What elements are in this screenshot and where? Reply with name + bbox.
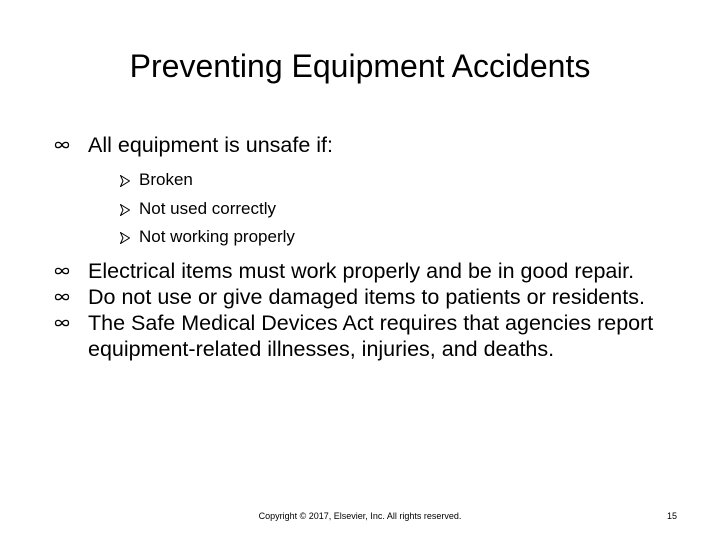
bullet-item <box>54 132 674 158</box>
bullet-item <box>54 258 674 284</box>
infinity-bullet-icon <box>54 140 70 150</box>
arrowhead-bullet-icon <box>120 204 130 216</box>
infinity-bullet-icon <box>54 292 70 302</box>
infinity-bullet-icon <box>54 318 70 328</box>
bullet-text: The Safe Medical Devices Act requires that agencies report equipment-related illnesses, injuries, and deaths. <box>88 310 654 361</box>
sub-bullet-text: Not working properly <box>139 227 295 246</box>
page-number: 15 <box>666 511 677 521</box>
sub-bullet-item <box>120 223 674 252</box>
infinity-bullet-icon <box>54 266 70 276</box>
arrowhead-bullet-icon <box>120 232 130 244</box>
sub-bullet-text: Not used correctly <box>139 198 276 218</box>
footer-copyright: Copyright © 2017, Elsevier, Inc. All rights reserved. <box>258 511 462 521</box>
arrowhead-bullet-icon <box>120 175 130 187</box>
bullet-list <box>54 132 674 362</box>
sub-bullet-item <box>120 166 674 195</box>
slide-title: Preventing Equipment Accidents <box>129 48 591 84</box>
sub-bullet-text: Broken <box>139 170 193 189</box>
sub-bullet-item <box>120 195 674 224</box>
bullet-item <box>54 284 674 310</box>
bullet-text: Electrical items must work properly and be in good repair. <box>88 258 635 283</box>
sub-bullet-list <box>54 166 674 252</box>
bullet-text: Do not use or give damaged items to patients or residents. <box>88 284 645 309</box>
bullet-text: All equipment is unsafe if: <box>88 133 333 157</box>
bullet-item <box>54 310 674 362</box>
